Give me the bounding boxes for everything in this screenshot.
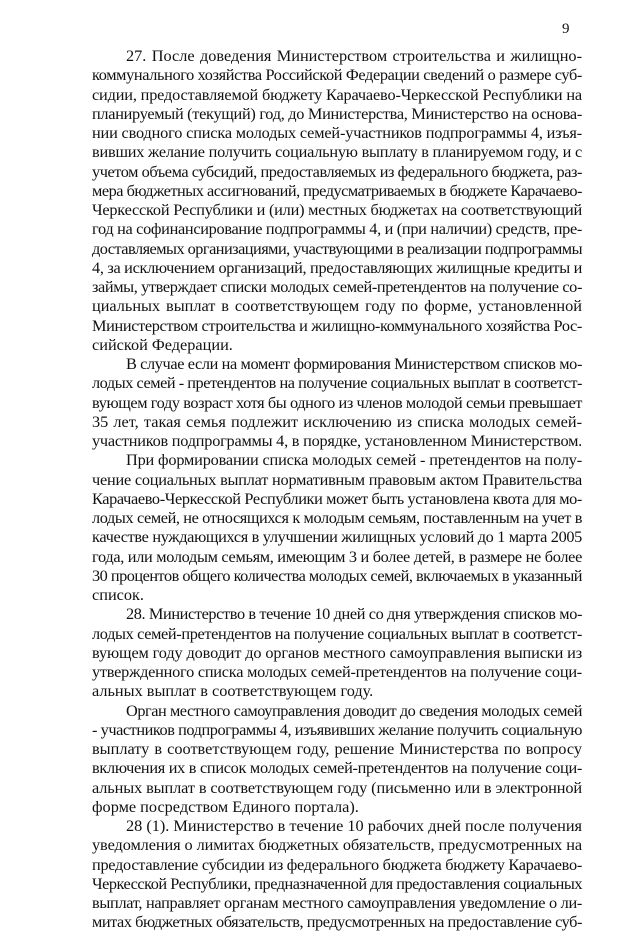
text-line: вивших желание получить социальную выплату в планируемом году, и с [92, 142, 582, 162]
text-line: лодых семей - претендентов на получение социальных выплат в соответст- [92, 373, 582, 393]
text-line: займы, утверждает списки молодых семей-претендентов на получение со- [92, 277, 582, 296]
text-line: включения их в список молодых семей-претендентов на получение соци- [92, 758, 582, 778]
text-line: При формировании списка молодых семей - претендентов на полу- [126, 450, 582, 470]
text-line: года, или молодым семьям, имеющим 3 и более детей, в размере не более [92, 546, 582, 566]
text-line: предоставление субсидии из федерального бюджета бюджету Карачаево- [92, 854, 582, 874]
text-line: форме посредством Единого портала). [92, 796, 359, 816]
text-line: 35 лет, такая семья подлежит исключению из списка молодых семей- [92, 411, 582, 431]
text-line: участников подпрограммы 4, в порядке, установленном Министерством. [92, 431, 582, 450]
text-line: планируемый (текущий) год, до Министерства, Министерство на основа- [92, 103, 582, 123]
text-line: Черкесской Республики, предназначенной для предоставления социальных [92, 873, 582, 893]
text-line: год на софинансирование подпрограммы 4, и (при наличии) средств, пре- [92, 219, 582, 239]
text-line: вующем году доводит до органов местного самоуправления выписки из [92, 642, 582, 662]
text-line: уведомления о лимитах бюджетных обязательств, предусмотренных на [92, 835, 582, 855]
text-line: сийской Федерации. [92, 334, 233, 354]
text-line: Орган местного самоуправления доводит до сведения молодых семей [126, 700, 582, 720]
text-line: вующем году возраст хотя бы одного из членов молодой семьи превышает [92, 392, 582, 412]
text-line: 27. После доведения Министерством строительства и жилищно- [126, 46, 582, 65]
paragraph-28-1 [92, 816, 582, 932]
text-line: коммунального хозяйства Российской Федерации сведений о размере суб- [92, 65, 582, 85]
text-line: В случае если на момент формирования Министерством списков мо- [126, 354, 582, 373]
text-line: доставляемых организациями, участвующими в реализации подпрограммы [92, 238, 582, 258]
text-line: список. [92, 585, 144, 604]
text-line: выплат, направляет органам местного самоуправления уведомление о ли- [92, 893, 582, 912]
text-line: чение социальных выплат нормативным правовым актом Правительства [92, 469, 582, 489]
text-line: альных выплат в соответствующем году. [92, 681, 374, 701]
text-line: Министерством строительства и жилищно-коммунального хозяйства Рос- [92, 315, 582, 335]
paragraph-27 [92, 46, 582, 354]
text-line: сидии, предоставляемой бюджету Карачаево-Черкесской Республики на [92, 84, 582, 104]
text-line: Черкесской Республики и (или) местных бюджетах на соответствующий [92, 200, 582, 219]
text-line: циальных выплат в соответствующем году по форме, установленной [92, 296, 582, 316]
text-line: альных выплат в соответствующем году (письменно или в электронной [92, 777, 582, 797]
text-line: митах бюджетных обязательств, предусмотренных на предоставление суб- [92, 912, 582, 932]
text-line: утвержденного списка молодых семей-претендентов на получение соци- [92, 662, 582, 681]
text-line: нии сводного списка молодых семей-участников подпрограммы 4, изъя- [92, 123, 582, 142]
text-line: - участников подпрограммы 4, изъявивших желание получить социальную [92, 719, 582, 739]
page-number: 9 [562, 21, 570, 37]
text-line: 28 (1). Министерство в течение 10 рабочих дней после получения [126, 816, 582, 835]
document-body [92, 46, 582, 932]
paragraph-28 [92, 604, 582, 700]
text-line: 28. Министерство в течение 10 дней со дня утверждения списков мо- [126, 604, 582, 624]
text-line: мера бюджетных ассигнований, предусматриваемых в бюджете Карачаево- [92, 180, 582, 200]
text-line: учетом объема субсидий, предоставляемых из федерального бюджета, раз- [92, 161, 582, 181]
text-line: выплату в соответствующем году, решение Министерства по вопросу [92, 739, 582, 758]
text-line: Карачаево-Черкесской Республики может быть установлена квота для мо- [92, 488, 582, 508]
text-line: качестве нуждающихся в улучшении жилищных условий до 1 марта 2005 [92, 527, 582, 547]
text-line: лодых семей, не относящихся к молодым семьям, поставленным на учет в [92, 508, 582, 527]
text-line: 30 процентов общего количества молодых семей, включаемых в указанный [92, 565, 582, 585]
text-line: 4, за исключением организаций, предоставляющих жилищные кредиты и [92, 257, 582, 277]
paragraph-local-authority [92, 701, 582, 817]
text-line: лодых семей-претендентов на получение социальных выплат в соответст- [92, 623, 582, 643]
paragraph-quota [92, 450, 582, 604]
paragraph-age-exclusion [92, 354, 582, 450]
